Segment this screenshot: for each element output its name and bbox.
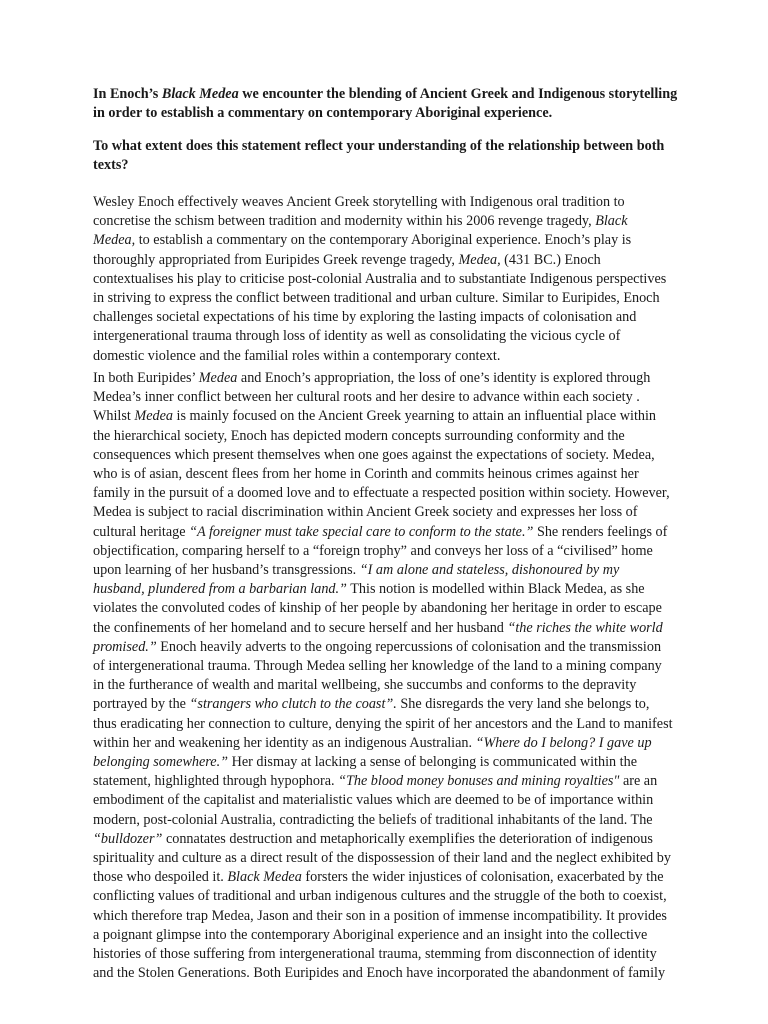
text-segment: histories of those suffering from intergenerational trauma, stemming from disconnection of identity [93, 946, 657, 963]
text-segment: the hierarchical society, Enoch has depicted modern concepts surrounding conformity and the [93, 427, 625, 444]
italic-text: “the riches the white world [507, 619, 663, 636]
text-line [93, 542, 673, 561]
text-segment: In both Euripides’ [93, 370, 199, 386]
text-line [93, 638, 673, 657]
text-segment: Wesley Enoch effectively weaves Ancient Greek storytelling with Indigenous oral tradition to [93, 194, 625, 210]
italic-text: “strangers who clutch to the coast”. [189, 696, 397, 713]
text-line [93, 926, 673, 945]
italic-text: “Where do I belong? I gave up [475, 734, 652, 751]
italic-text: Medea, [458, 251, 501, 268]
text-line [93, 715, 673, 734]
text-segment: thus eradicating her connection to culture, denying the spirit of her ancestors and the Land to manifest [93, 715, 673, 732]
text-segment: This notion is modelled within Black Medea, as she [346, 581, 645, 598]
italic-text: husband, plundered from a barbarian land.” [93, 581, 347, 598]
text-line [93, 347, 673, 366]
text-segment: conflicting values of traditional and urban indigenous cultures and the struggle of the both to coexist, [93, 888, 667, 905]
text-segment: in the furtherance of wealth and marital wellbeing, she succumbs and conforms to the depravity [93, 677, 637, 694]
text-line [93, 868, 673, 887]
italic-text: “bulldozer” [93, 830, 163, 847]
text-line [93, 369, 673, 388]
text-segment: portrayed by the [93, 696, 190, 713]
text-line [93, 887, 673, 906]
text-line [93, 212, 673, 231]
text-line [93, 407, 673, 426]
italic-text: belonging somewhere.” [93, 754, 229, 771]
italic-text: Black Medea [227, 869, 302, 886]
text-segment: objectification, comparing herself to a “foreign trophy” and conveys her loss of a “civilised” home [93, 542, 653, 559]
italic-text: Black [595, 213, 628, 230]
text-segment: She disregards the very land she belongs to, [396, 696, 650, 713]
body-paragraph [93, 369, 673, 984]
text-line [93, 772, 673, 791]
text-segment: to establish a commentary on the contemporary Aboriginal experience. Enoch’s play is [135, 232, 632, 249]
text-line [93, 308, 673, 327]
text-segment: contextualises his play to criticise post-colonial Australia and to substantiate Indigenous perspectives [93, 270, 667, 287]
italic-text: Medea, [93, 232, 136, 249]
essay-title [93, 85, 683, 123]
italic-text: Medea [198, 370, 238, 386]
text-segment: which therefore trap Medea, Jason and their son in a position of immense incompatibility. It provides [93, 907, 667, 924]
text-segment: those who despoiled it. [93, 869, 228, 886]
text-line [93, 830, 673, 849]
text-line [93, 327, 673, 346]
text-line [93, 193, 673, 212]
text-segment: of intergenerational trauma. Through Medea selling her knowledge of the land to a mining company [93, 658, 662, 675]
text-segment: is mainly focused on the Ancient Greek yearning to attain an influential place within [173, 408, 657, 425]
text-line [93, 964, 673, 983]
text-line [93, 907, 673, 926]
title-text: we encounter the blending of Ancient Greek and Indigenous storytelling in order to establish a commentary on contemporary Aboriginal experience. [93, 86, 678, 121]
text-line [93, 270, 673, 289]
text-segment: and the Stolen Generations. Both Euripides and Enoch have incorporated the abandonment of family [93, 965, 666, 982]
text-segment: the confinements of her homeland and to secure herself and her husband [93, 619, 508, 636]
text-line [93, 676, 673, 695]
text-line [93, 427, 673, 446]
text-line [93, 503, 673, 522]
text-line [93, 388, 673, 407]
text-line [93, 753, 673, 772]
essay-question: To what extent does this statement reflect your understanding of the relationship between both texts? [93, 138, 665, 173]
italic-text: “The blood money bonuses and mining royalties" [338, 773, 620, 790]
text-segment: modern, post-colonial Australia, contradicting the beliefs of traditional inhabitants of the land. The [93, 811, 653, 828]
text-line [93, 791, 673, 810]
text-line [93, 484, 673, 503]
text-segment: embodiment of the capitalist and materialistic values which are deemed to be of importance within [93, 792, 654, 809]
italic-text: “A foreigner must take special care to conform to the state.” [189, 523, 534, 540]
text-segment: violates the convoluted codes of kinship of her people by abandoning her heritage in order to escape [93, 600, 662, 617]
text-segment: and Enoch’s appropriation, the loss of one’s identity is explored through [237, 370, 651, 386]
text-line [93, 580, 673, 599]
text-segment: who is of asian, descent flees from her home in Corinth and commits heinous crimes against her [93, 466, 639, 483]
text-segment: concretise the schism between tradition and modernity within his 2006 revenge tragedy, [93, 213, 596, 230]
text-line [93, 599, 673, 618]
text-line [93, 695, 673, 714]
text-segment: Medea is subject to racial discrimination within Ancient Greek society and expresses her loss of [93, 504, 638, 521]
text-segment: She renders feelings of [533, 523, 668, 540]
text-line [93, 561, 673, 580]
text-line [93, 657, 673, 676]
text-segment: intergenerational trauma through loss of identity as well as consolidating the vicious cycle of [93, 328, 621, 345]
text-line [93, 251, 673, 270]
text-segment: within her and weakening her identity as an indigenous Australian. [93, 734, 476, 751]
text-line [93, 231, 673, 250]
text-segment: consequences which present themselves when one goes against the expectations of society. Medea, [93, 446, 655, 463]
text-segment: Her dismay at lacking a sense of belonging is communicated within the [228, 754, 638, 771]
text-line [93, 523, 673, 542]
text-segment: Medea’s inner conflict between her cultural roots and her desire to advance within each society . [93, 389, 640, 406]
text-segment: family in the pursuit of a doomed love and to effectuate a respected position within society. However, [93, 485, 670, 502]
text-segment: Enoch heavily adverts to the ongoing repercussions of colonisation and the transmission [156, 638, 662, 655]
text-segment: statement, highlighted through hypophora. [93, 773, 339, 790]
text-segment: a poignant glimpse into the contemporary Aboriginal experience and an insight into the collective [93, 926, 648, 943]
text-segment: Whilst [93, 408, 135, 425]
text-segment: cultural heritage [93, 523, 190, 540]
italic-text: “I am alone and stateless, dishonoured by my [359, 562, 620, 579]
text-segment: domestic violence and the familial roles within a contemporary context. [93, 347, 501, 364]
text-segment: in striving to express the conflict between traditional and urban culture. Similar to Euripides, Enoch [93, 290, 660, 307]
text-segment: upon learning of her husband’s transgressions. [93, 562, 360, 579]
text-line [93, 849, 673, 868]
text-line [93, 811, 673, 830]
text-line [93, 945, 673, 964]
text-segment: are an [619, 773, 658, 790]
text-line [93, 465, 673, 484]
text-line [93, 619, 673, 638]
title-text: In Enoch’s [93, 86, 162, 102]
italic-text: Medea [134, 408, 173, 425]
body-paragraph [93, 193, 673, 366]
text-segment: thoroughly appropriated from Euripides Greek revenge tragedy, [93, 251, 459, 268]
text-segment: challenges societal expectations of his time by exploring the lasting impacts of colonisation and [93, 309, 637, 326]
title-italic-text: Black Medea [161, 86, 239, 102]
text-segment: spirituality and culture as a direct result of the dispossession of their land and the neglect exhibited by [93, 850, 671, 867]
italic-text: promised.” [93, 638, 157, 655]
text-line [93, 734, 673, 753]
text-segment: forsters the wider injustices of colonisation, exacerbated by the [301, 869, 664, 886]
text-line [93, 289, 673, 308]
text-segment: (431 BC.) Enoch [500, 251, 601, 268]
text-segment: connatates destruction and metaphorically exemplifies the deterioration of indigenous [162, 830, 653, 847]
text-line [93, 446, 673, 465]
